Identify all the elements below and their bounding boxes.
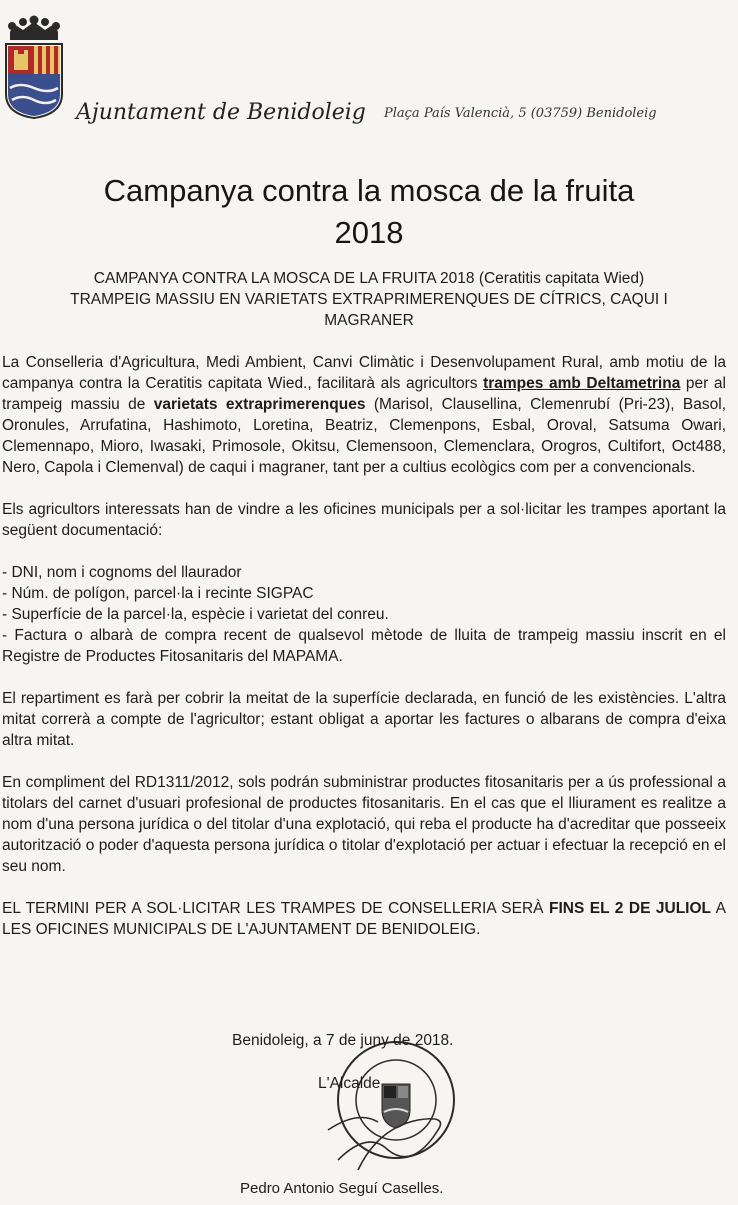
- documents-list: [2, 562, 726, 667]
- municipality-address: Plaça País Valencià, 5 (03759) Benidoleig: [384, 106, 657, 121]
- subtitle-line-2: TRAMPEIG MASSIU EN VARIETATS EXTRAPRIMERENQUES DE CÍTRICS, CAQUI I: [70, 291, 668, 308]
- subtitle-line-1: CAMPANYA CONTRA LA MOSCA DE LA FRUITA 2018 (Ceratitis capitata Wied): [93, 270, 645, 287]
- page-title: [0, 170, 738, 254]
- list-item: - Superfície de la parcel·la, espècie i varietat del conreu.: [2, 606, 389, 623]
- intro-text-2: per al trampeig massiu de: [2, 375, 726, 413]
- title-line-1: Campanya contra la mosca de la fruita: [103, 173, 635, 208]
- municipality-name: Ajuntament de Benidoleig: [76, 100, 366, 125]
- intro-text-1: La Conselleria d'Agricultura, Medi Ambient, Canvi Climàtic i Desenvolupament Rural, amb motiu de la campanya contra la Ceratitis capitata Wied., facilitarà als agricultors: [2, 354, 726, 392]
- paragraph-requirements: Els agricultors interessats han de vindre a les oficines municipals per a sol·licitar les trampes aportant la següent documentació:: [2, 501, 726, 539]
- list-item: - Factura o albarà de compra recent de qualsevol mètode de lluita de trampeig massiu inscrit en el Registre de Productes Fitosanitaris del MAPAMA.: [2, 627, 726, 665]
- signature-date: Benidoleig, a 7 de juny de 2018.: [232, 1032, 454, 1049]
- highlight-varieties: varietats extraprimerenques: [153, 396, 366, 413]
- list-item: - DNI, nom i cognoms del llaurador: [2, 564, 242, 581]
- paragraph-intro: [2, 352, 726, 478]
- deadline-text-1: EL TERMINI PER A SOL·LICITAR LES TRAMPES DE CONSELLERIA SERÀ: [2, 900, 549, 917]
- list-item: - Núm. de polígon, parcel·la i recinte SIGPAC: [2, 585, 314, 602]
- title-line-2: 2018: [334, 215, 404, 250]
- coat-of-arms-icon: [0, 8, 68, 120]
- paragraph-legal: En compliment del RD1311/2012, sols podrán subministrar productes fitosanitaris per a ús professional a titolars del carnet d'usuari profesional de productes fitosanitaris. En el cas que el lliurament es realitze a nom d'una persona jurídica o del titolar d'una explotació, qui reba el producte ha d'acreditar que posseeix autorització o poder d'aquesta persona jurídica o titolar d'explotació per actuar i efectuar la recepció en el seu nom.: [2, 774, 726, 875]
- signature-role: L'Alcalde: [318, 1075, 381, 1092]
- body-text: [2, 352, 726, 961]
- deadline-text-2: A LES OFICINES MUNICIPALS DE L'AJUNTAMENT DE BENIDOLEIG.: [2, 900, 726, 938]
- signer-name: Pedro Antonio Seguí Caselles.: [240, 1180, 444, 1197]
- subtitle: [0, 268, 738, 331]
- deadline-date: FINS EL 2 DE JULIOL: [548, 900, 712, 917]
- subtitle-line-3: MAGRANER: [324, 312, 414, 329]
- highlight-traps: trampes amb Deltametrina: [483, 375, 681, 392]
- paragraph-distribution: El repartiment es farà per cobrir la meitat de la superfície declarada, en funció de les existències. L'altra mitat correrà a compte de l'agricultor; estant obligat a aportar les factures o albarans de compra d'eixa altra mitat.: [2, 690, 726, 749]
- intro-text-3: (Marisol, Clausellina, Clemenrubí (Pri-23), Basol, Oronules, Arrufatina, Hashimoto, Loretina, Beatriz, Clemenpons, Esbal, Oroval, Satsuma Owari, Clemennapo, Mioro, Iwasaki, Primosole, Okitsu, Clemensoon, Clemenclara, Orogros, Cultifort, Oct488, Nero, Capola i Clemenval) de caqui i magraner, tant per a cultius ecològics com per a convencionals.: [2, 396, 726, 476]
- paragraph-deadline: [2, 898, 726, 940]
